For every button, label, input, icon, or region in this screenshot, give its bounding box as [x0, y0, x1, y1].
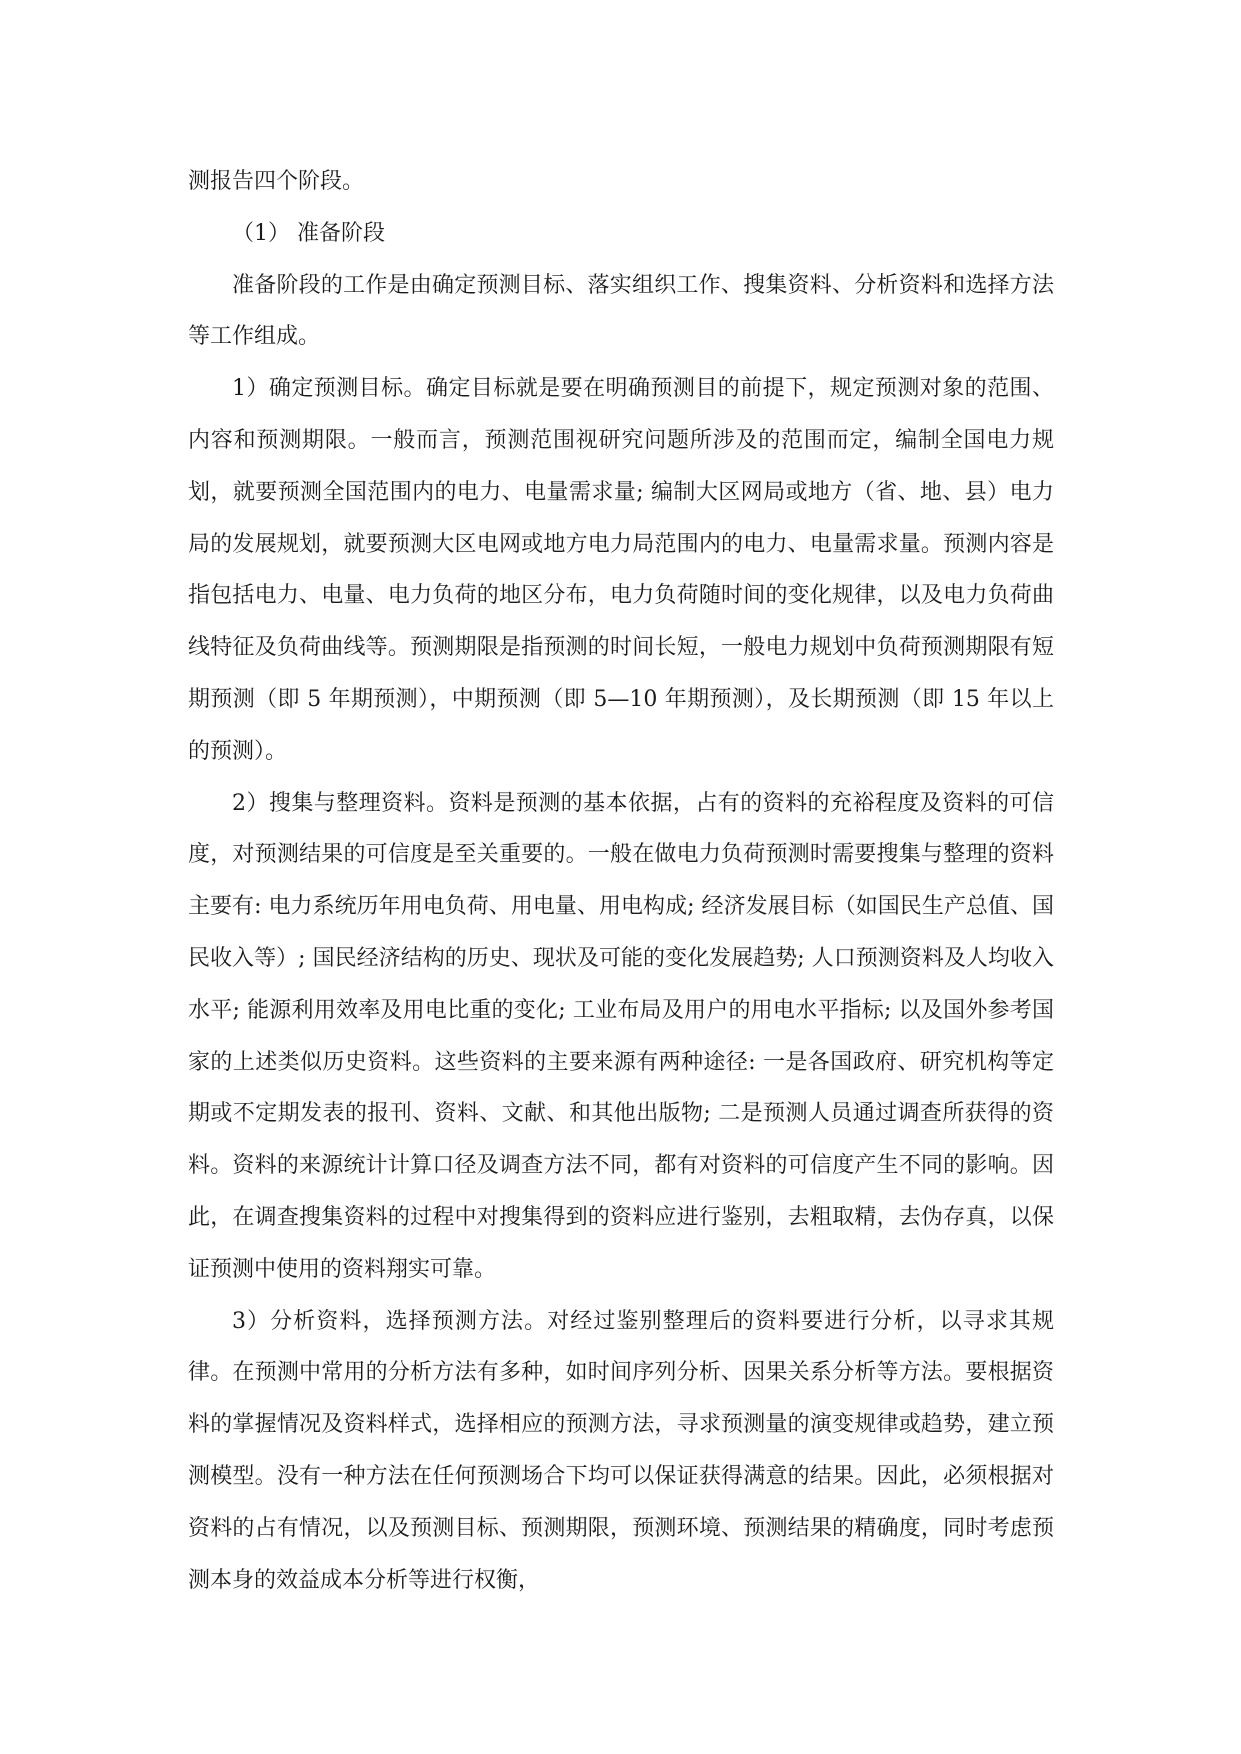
paragraph-preparation-intro: 准备阶段的工作是由确定预测目标、落实组织工作、搜集资料、分析资料和选择方法等工作组成。 [188, 272, 1054, 350]
paragraph-analyze-data: 3）分析资料，选择预测方法。对经过鉴别整理后的资料要进行分析，以寻求其规律。在预测中常用的分析方法有多种，如时间序列分析、因果关系分析等方法。要根据资料的掌握情况及资料样式，选择相应的预测方法，寻求预测量的演变规律或趋势，建立预测模型。没有一种方法在任何预测场合下均可以保证获得满意的结果。因此，必须根据对资料的占有情况，以及预测目标、预测期限，预测环境、预测结果的精确度，同时考虑预测本身的效益成本分析等进行权衡， [188, 1308, 1054, 1593]
paragraph-collect-data: 2）搜集与整理资料。资料是预测的基本依据，占有的资料的充裕程度及资料的可信度，对预测结果的可信度是至关重要的。一般在做电力负荷预测时需要搜集与整理的资料主要有: 电力系统历年用电负荷、用电量、用电构成; 经济发展目标（如国民生产总值、国民收入等）; 国民经济结构的历史、现状及可能的变化发展趋势; 人口预测资料及人均收入水平; 能源利用效率及用电比重的变化; 工业布局及用户的用电水平指标; 以及国外参考国家的上述类似历史资料。这些资料的主要来源有两种途径: 一是各国政府、研究机构等定期或不定期发表的报刊、资料、文献、和其他出版物; 二是预测人员通过调查所获得的资料。资料的来源统计计算口径及调查方法不同，都有对资料的可信度产生不同的影响。因此，在调查搜集资料的过程中对搜集得到的资料应进行鉴别，去粗取精，去伪存真，以保证预测中使用的资料翔实可靠。 [188, 790, 1054, 1282]
paragraph-continuation: 测报告四个阶段。 [188, 169, 365, 194]
section-heading-preparation: （1） 准备阶段 [232, 220, 385, 246]
body-text [188, 156, 1054, 1606]
paragraph-determine-target: 1）确定预测目标。确定目标就是要在明确预测目的前提下，规定预测对象的范围、内容和预测期限。一般而言，预测范围视研究问题所涉及的范围而定，编制全国电力规划，就要预测全国范围内的电力、电量需求量; 编制大区网局或地方（省、地、县）电力局的发展规划，就要预测大区电网或地方电力局范围内的电力、电量需求量。预测内容是指包括电力、电量、电力负荷的地区分布，电力负荷随时间的变化规律，以及电力负荷曲线特征及负荷曲线等。预测期限是指预测的时间长短，一般电力规划中负荷预测期限有短期预测（即 5 年期预测），中期预测（即 5—10 年期预测），及长期预测（即 15 年以上的预测）。 [188, 376, 1054, 764]
